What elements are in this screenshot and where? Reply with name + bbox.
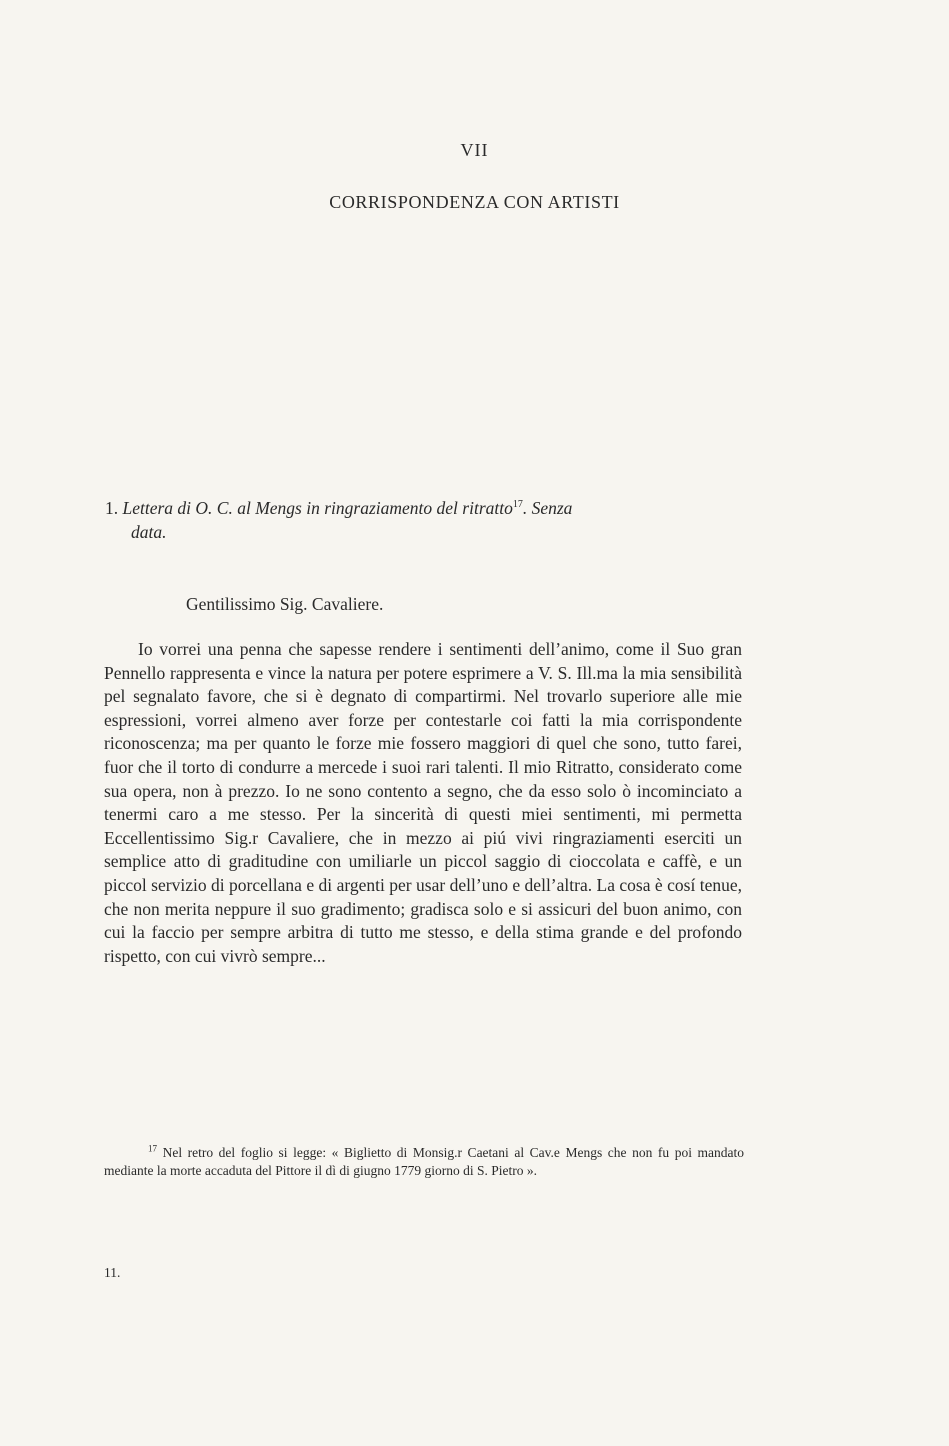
chapter-title: CORRISPONDENZA CON ARTISTI [329, 192, 620, 212]
footnote-reference: 17 [512, 499, 523, 511]
item-title-line1: Lettera di O. C. al Mengs in ringraziamento del ritratto [122, 498, 513, 518]
letter-body: Io vorrei una penna che sapesse rendere i sentimenti dell’animo, come il Suo gran Pennello rappresenta e vince la natura per potere esprimere a V. S. Ill.ma la mia sensibilità pel segnalato favore, che si è degnato di compartirmi. Nel trovarlo superiore alle mie espressioni, vorrei almeno aver forze per contestarle coi fatti la mia corrispondente riconoscenza; ma per quanto le forze mie fossero maggiori di quel che sono, tutto farei, fuor che il torto di condurre a mercede i suoi rari talenti. Il mio Ritratto, considerato come sua opera, non à prezzo. Io ne sono contento a segno, che da esso solo ò incominciato a tenermi caro a me stesso. Per la sincerità di questi miei sentimenti, mi permetta Eccellentissimo Sig.r Cavaliere, che in mezzo ai piú vivi ringraziamenti eserciti un semplice atto di graditudine con umiliarle un piccol saggio di cioccolata e caffè, e un piccol servizio di porcellana e di argenti per usar dell’uno e dell’altra. La cosa è cosí tenue, che non merita neppure il suo gradimento; gradisca solo e si assicuri del buon animo, con cui la faccio per sempre arbitra di tutto me stesso, e della stima grande e del profondo rispetto, con cui vivrò sempre... [104, 639, 742, 966]
item-title-line1-end: . Senza [522, 498, 573, 518]
footnote [104, 1144, 744, 1180]
footnote-mark: 17 [148, 1143, 157, 1154]
footnote-text: Nel retro del foglio si legge: « Biglietto di Monsig.r Caetani al Cav.e Mengs che non fu poi mandato mediante la morte accaduta del Pittore il dì di giugno 1779 giorno di S. Pietro ». [104, 1145, 745, 1178]
item-title-line2: data. [131, 522, 167, 542]
item-number: 1. [105, 498, 119, 518]
item-heading [105, 496, 745, 544]
letter-salutation: Gentilissimo Sig. Cavaliere. [186, 594, 384, 614]
signature-mark: 11. [104, 1265, 121, 1280]
chapter-number: VII [460, 140, 489, 160]
